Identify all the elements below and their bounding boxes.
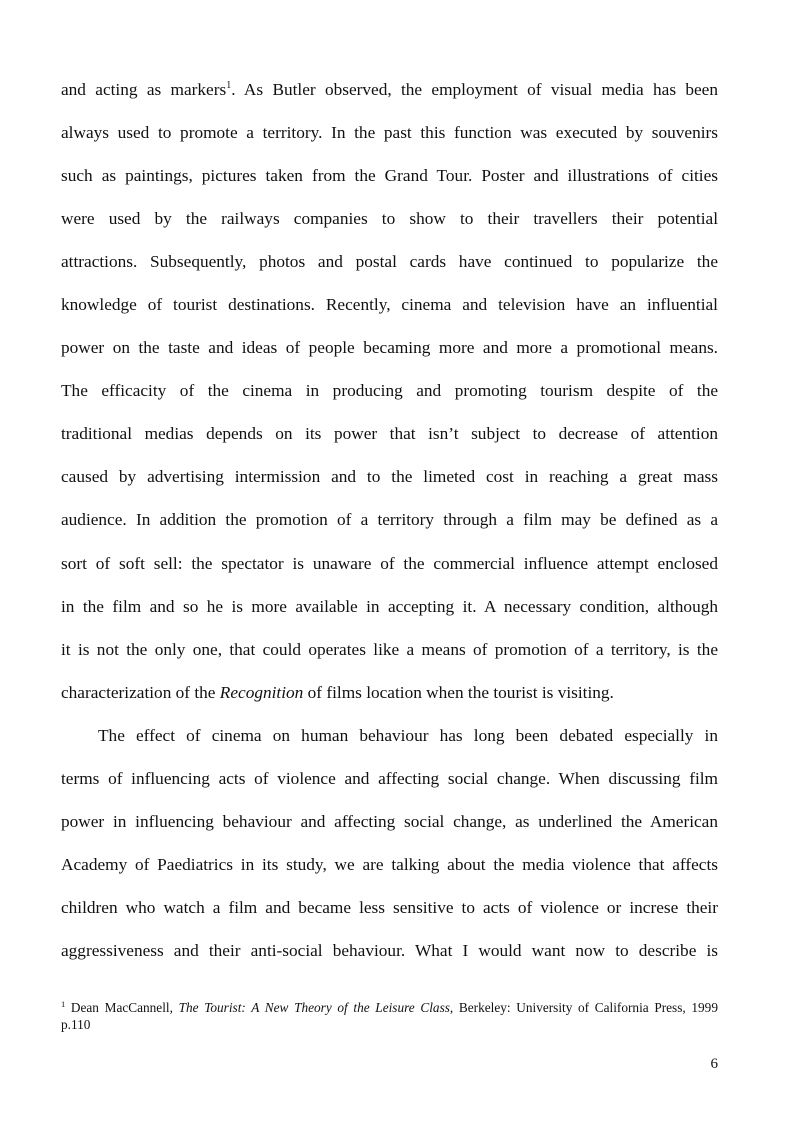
text-line: sort of soft sell: the spectator is unaware of the commercial influence attempt enclosed [61, 553, 718, 573]
footnote-marker: 1 [61, 999, 66, 1009]
footnote-text: , Berkeley: University of California Press, 1999 [449, 1000, 718, 1015]
footnote-line [61, 999, 718, 1016]
italic-term: Recognition [219, 682, 304, 702]
footnote-book-title: The Tourist: A New Theory of the Leisure Class [178, 1000, 450, 1015]
text-line: The efficacity of the cinema in producing and promoting tourism despite of the [61, 381, 718, 401]
footnote-reference[interactable]: 1 [226, 80, 232, 91]
body-text [61, 68, 718, 972]
text-line: aggressiveness and their anti-social behaviour. What I would want now to describe is [61, 940, 718, 960]
text-line: were used by the railways companies to show to their travellers their potential [61, 209, 718, 229]
text-line: traditional medias depends on its power that isn’t subject to decrease of attention [61, 424, 718, 444]
text-line: in the film and so he is more available in accepting it. A necessary condition, although [61, 596, 718, 616]
text-line: terms of influencing acts of violence and affecting social change. When discussing film [61, 768, 718, 788]
text-segment: characterization of the [61, 682, 220, 702]
page-number: 6 [710, 1056, 718, 1072]
text-line: always used to promote a territory. In the past this function was executed by souvenirs [61, 123, 718, 143]
text-line: attractions. Subsequently, photos and postal cards have continued to popularize the [61, 252, 718, 272]
text-line: it is not the only one, that could operates like a means of promotion of a territory, is the [61, 639, 718, 659]
text-line: knowledge of tourist destinations. Recently, cinema and television have an influential [61, 295, 718, 315]
footnote [61, 999, 718, 1033]
text-line: such as paintings, pictures taken from the Grand Tour. Poster and illustrations of cities [61, 166, 718, 186]
text-line: power on the taste and ideas of people becaming more and more a promotional means. [61, 338, 718, 358]
text-line: children who watch a film and became less sensitive to acts of violence or increse their [61, 897, 718, 917]
footnote-text: Dean MacCannell, [65, 1000, 179, 1015]
text-line: The effect of cinema on human behaviour has long been debated especially in [98, 725, 718, 745]
text-line: Academy of Paediatrics in its study, we are talking about the media violence that affects [61, 854, 718, 874]
text-segment: and acting as markers [61, 80, 227, 99]
text-line: power in influencing behaviour and affecting social change, as underlined the American [61, 811, 718, 831]
text-segment: of films location when the tourist is visiting. [303, 682, 614, 702]
footnote-line: p.110 [61, 1017, 91, 1032]
text-line: caused by advertising intermission and to the limeted cost in reaching a great mass [61, 467, 718, 487]
text-line: audience. In addition the promotion of a territory through a film may be defined as a [61, 510, 718, 530]
text-segment: . As Butler observed, the employment of visual media has been [231, 80, 718, 99]
text-line [61, 671, 718, 714]
text-line [61, 68, 718, 111]
